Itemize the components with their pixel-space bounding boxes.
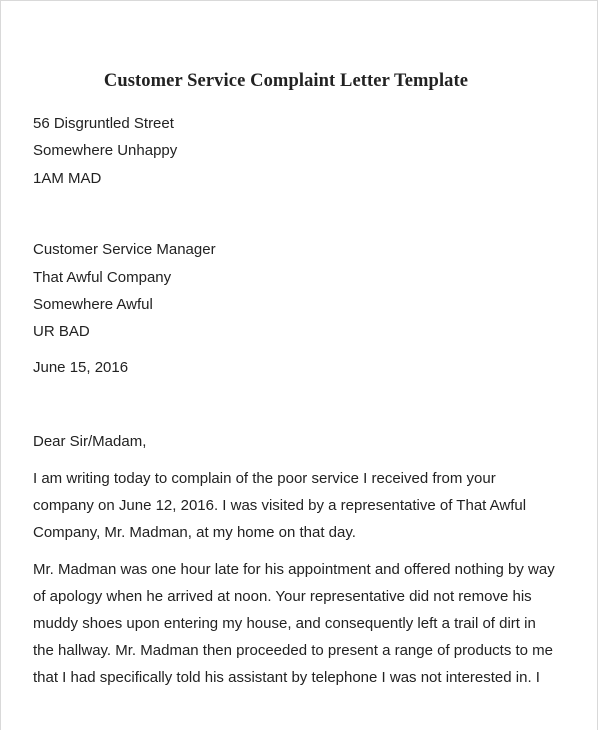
paragraph-line: I am writing today to complain of the poor service I received from your — [33, 470, 496, 487]
paragraph-line: company on June 12, 2016. I was visited by a representative of That Awful — [33, 497, 527, 514]
recipient-address-line-1: Customer Service Manager — [33, 241, 216, 258]
recipient-address-line-3: Somewhere Awful — [33, 296, 153, 313]
sender-address-line-3: 1AM MAD — [33, 170, 102, 187]
paragraph-line: Company, Mr. Madman, at my home on that day. — [33, 524, 356, 541]
salutation: Dear Sir/Madam, — [33, 433, 147, 450]
letter-date: June 15, 2016 — [33, 359, 129, 376]
paragraph-line: muddy shoes upon entering my house, and consequently left a trail of dirt in — [33, 615, 536, 632]
paragraph-line: the hallway. Mr. Madman then proceeded to present a range of products to me — [33, 642, 554, 659]
paragraph-line: Mr. Madman was one hour late for his appointment and offered nothing by way — [33, 561, 555, 578]
sender-address-line-2: Somewhere Unhappy — [33, 142, 178, 159]
paragraph-line: of apology when he arrived at noon. Your representative did not remove his — [33, 588, 532, 605]
recipient-address-line-4: UR BAD — [33, 323, 90, 340]
recipient-address-line-2: That Awful Company — [33, 269, 172, 286]
paragraph-line: that I had specifically told his assistant by telephone I was not interested in. I — [33, 669, 540, 686]
sender-address-line-1: 56 Disgruntled Street — [33, 115, 174, 132]
body-paragraph-1 — [33, 465, 563, 546]
body-paragraph-2 — [33, 556, 563, 691]
document-title: Customer Service Complaint Letter Template — [103, 71, 469, 91]
